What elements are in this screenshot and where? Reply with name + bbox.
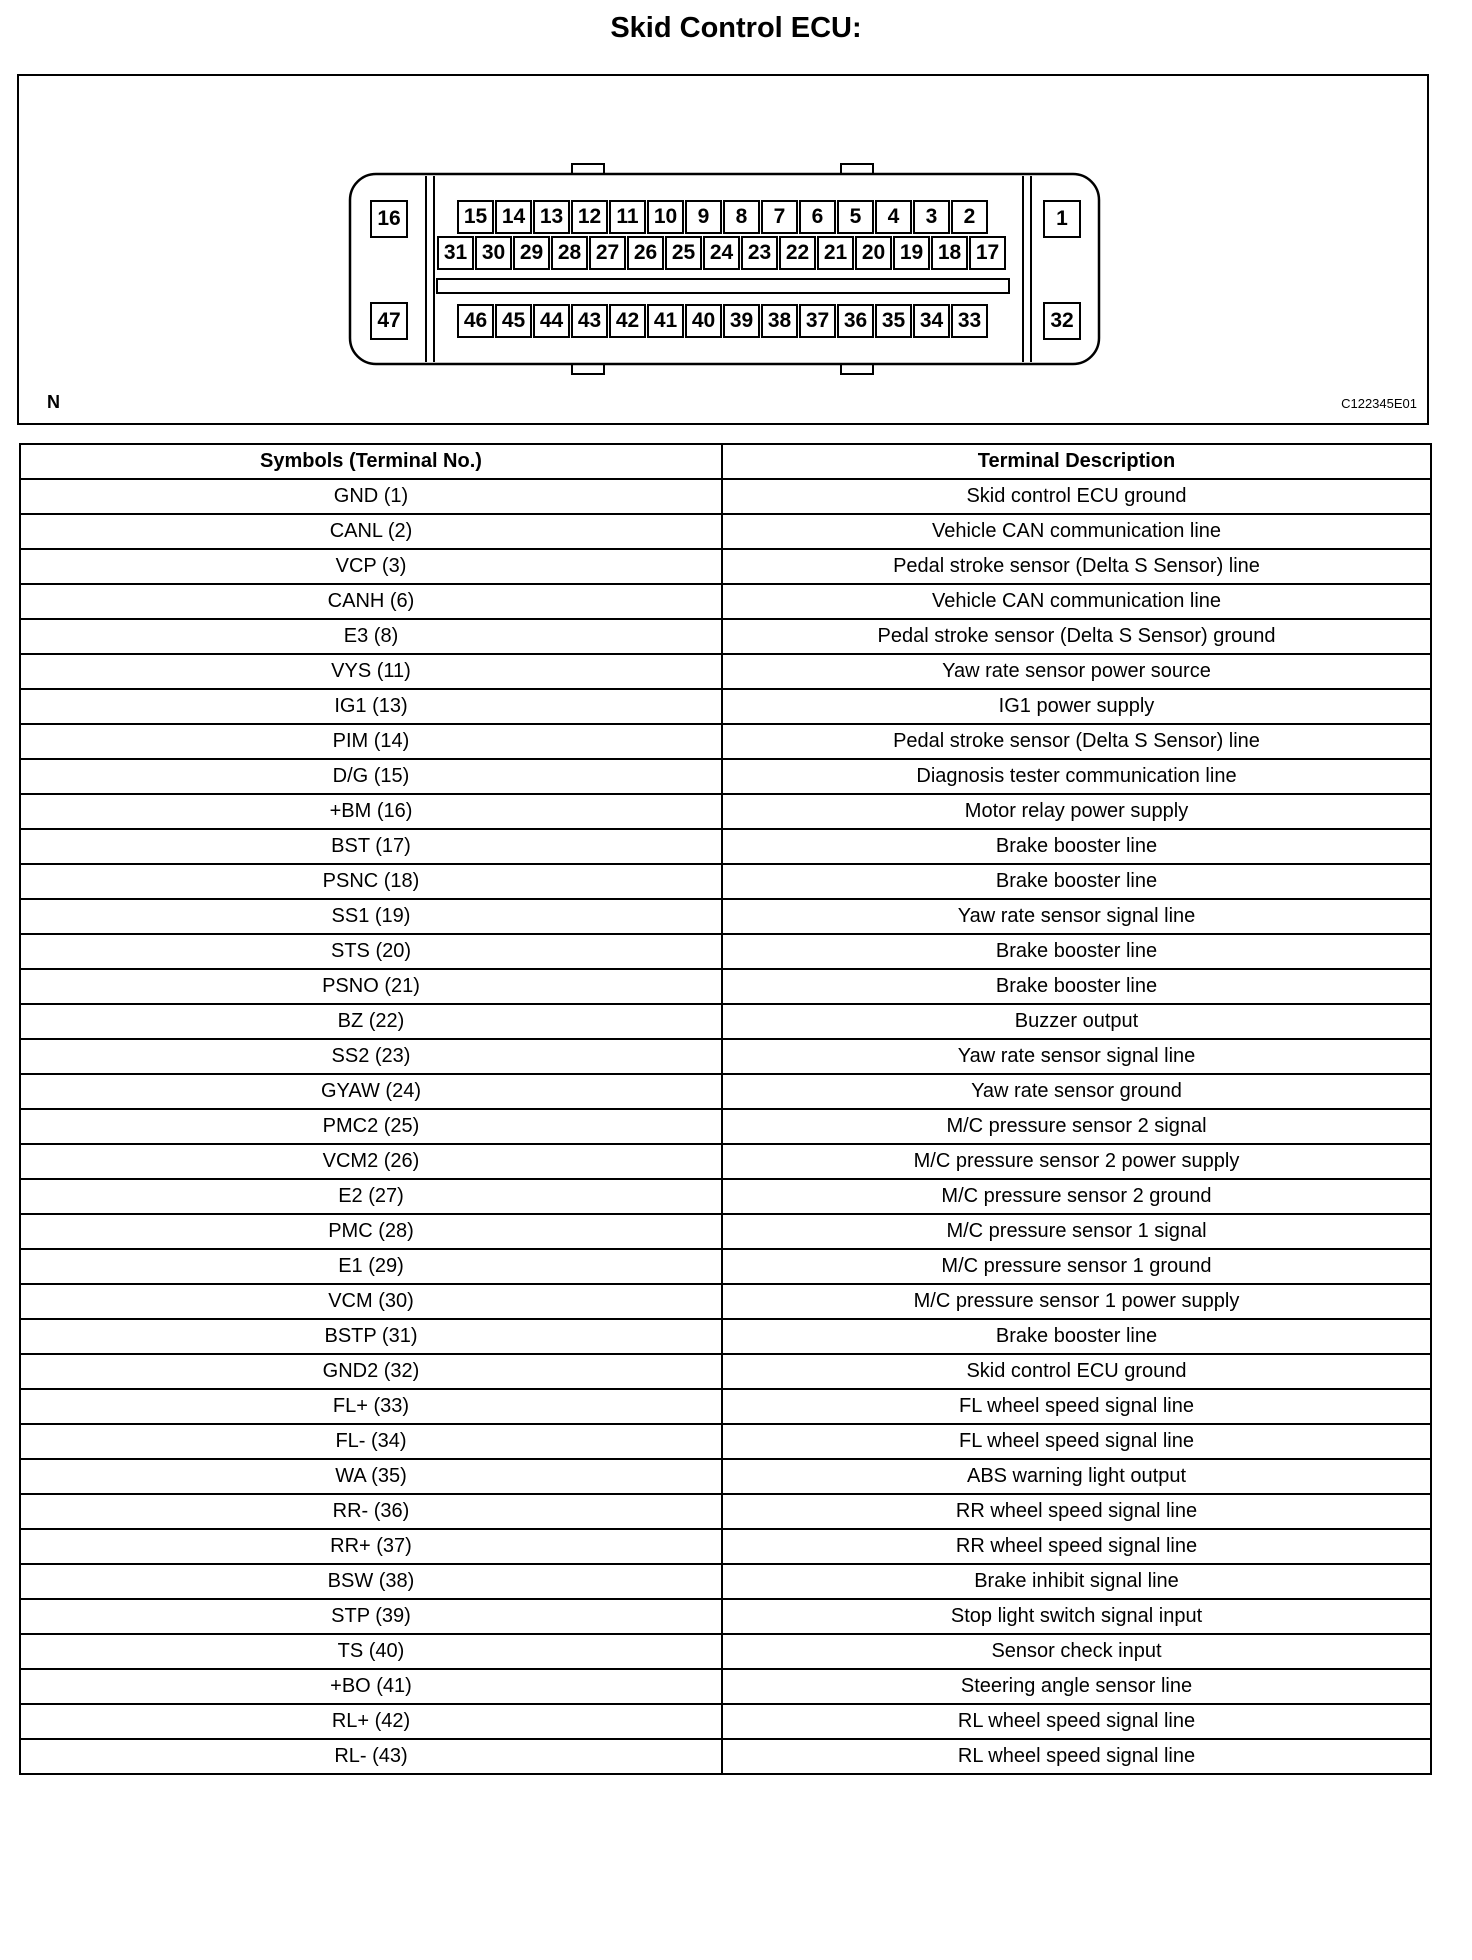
table-row	[20, 724, 1431, 759]
table-row	[20, 619, 1431, 654]
connector-pin: 30	[475, 236, 512, 270]
terminal-description-cell: Yaw rate sensor ground	[722, 1074, 1431, 1109]
table-row	[20, 1669, 1431, 1704]
terminal-description-cell: Yaw rate sensor signal line	[722, 1039, 1431, 1074]
table-row	[20, 829, 1431, 864]
terminal-description-cell: Brake booster line	[722, 864, 1431, 899]
terminal-symbol-cell: PMC (28)	[20, 1214, 722, 1249]
terminal-description-cell: Yaw rate sensor power source	[722, 654, 1431, 689]
terminal-description-cell: Pedal stroke sensor (Delta S Sensor) line	[722, 724, 1431, 759]
terminal-symbol-cell: PSNC (18)	[20, 864, 722, 899]
terminal-description-cell: RR wheel speed signal line	[722, 1529, 1431, 1564]
connector-pin: 19	[893, 236, 930, 270]
terminal-description-cell: M/C pressure sensor 2 signal	[722, 1109, 1431, 1144]
table-row	[20, 1249, 1431, 1284]
connector-pin: 3	[913, 200, 950, 234]
table-row	[20, 1354, 1431, 1389]
terminal-symbol-cell: +BO (41)	[20, 1669, 722, 1704]
table-header-row	[20, 444, 1431, 479]
terminal-symbol-cell: +BM (16)	[20, 794, 722, 829]
connector-pin: 2	[951, 200, 988, 234]
terminal-symbol-cell: STP (39)	[20, 1599, 722, 1634]
terminal-description-cell: FL wheel speed signal line	[722, 1389, 1431, 1424]
connector-pin: 20	[855, 236, 892, 270]
terminal-symbol-cell: FL- (34)	[20, 1424, 722, 1459]
header-description: Terminal Description	[722, 444, 1431, 479]
terminal-symbol-cell: GND2 (32)	[20, 1354, 722, 1389]
pin-32: 32	[1043, 302, 1081, 340]
table-row	[20, 1564, 1431, 1599]
connector-pin: 6	[799, 200, 836, 234]
terminal-symbol-cell: PIM (14)	[20, 724, 722, 759]
terminal-description-cell: Pedal stroke sensor (Delta S Sensor) line	[722, 549, 1431, 584]
connector-pin: 23	[741, 236, 778, 270]
view-letter: N	[47, 392, 60, 412]
figure-code: C122345E01	[1341, 396, 1417, 411]
table-row	[20, 1039, 1431, 1074]
terminal-symbol-cell: FL+ (33)	[20, 1389, 722, 1424]
terminal-description-cell: Brake inhibit signal line	[722, 1564, 1431, 1599]
terminal-description-cell: FL wheel speed signal line	[722, 1424, 1431, 1459]
connector-pin: 28	[551, 236, 588, 270]
terminal-description-cell: Stop light switch signal input	[722, 1599, 1431, 1634]
table-row	[20, 1284, 1431, 1319]
connector-pin: 46	[457, 304, 494, 338]
connector-pin: 15	[457, 200, 494, 234]
pin-1: 1	[1043, 200, 1081, 238]
terminal-symbol-cell: IG1 (13)	[20, 689, 722, 724]
table-row	[20, 969, 1431, 1004]
connector-pin: 5	[837, 200, 874, 234]
connector-pin: 22	[779, 236, 816, 270]
table-row	[20, 1179, 1431, 1214]
terminal-symbol-cell: SS2 (23)	[20, 1039, 722, 1074]
terminal-description-cell: Sensor check input	[722, 1634, 1431, 1669]
terminal-description-cell: M/C pressure sensor 2 ground	[722, 1179, 1431, 1214]
terminal-description-cell: Brake booster line	[722, 969, 1431, 1004]
connector-pin: 7	[761, 200, 798, 234]
terminal-description-cell: M/C pressure sensor 2 power supply	[722, 1144, 1431, 1179]
terminal-table	[19, 443, 1432, 1775]
terminal-description-cell: RL wheel speed signal line	[722, 1739, 1431, 1774]
terminal-symbol-cell: RR+ (37)	[20, 1529, 722, 1564]
terminal-description-cell: M/C pressure sensor 1 power supply	[722, 1284, 1431, 1319]
connector-pin: 41	[647, 304, 684, 338]
terminal-symbol-cell: BZ (22)	[20, 1004, 722, 1039]
terminal-symbol-cell: TS (40)	[20, 1634, 722, 1669]
terminal-symbol-cell: BSW (38)	[20, 1564, 722, 1599]
table-row	[20, 1004, 1431, 1039]
terminal-symbol-cell: BST (17)	[20, 829, 722, 864]
table-row	[20, 689, 1431, 724]
table-row	[20, 549, 1431, 584]
terminal-symbol-cell: VCM2 (26)	[20, 1144, 722, 1179]
table-row	[20, 1389, 1431, 1424]
connector-pin: 29	[513, 236, 550, 270]
table-row	[20, 1319, 1431, 1354]
terminal-description-cell: M/C pressure sensor 1 signal	[722, 1214, 1431, 1249]
connector-pin: 11	[609, 200, 646, 234]
terminal-description-cell: Skid control ECU ground	[722, 479, 1431, 514]
terminal-symbol-cell: GND (1)	[20, 479, 722, 514]
connector-pin: 4	[875, 200, 912, 234]
terminal-symbol-cell: GYAW (24)	[20, 1074, 722, 1109]
connector-pin: 43	[571, 304, 608, 338]
table-row	[20, 1459, 1431, 1494]
table-row	[20, 1074, 1431, 1109]
terminal-description-cell: Pedal stroke sensor (Delta S Sensor) ground	[722, 619, 1431, 654]
terminal-symbol-cell: PMC2 (25)	[20, 1109, 722, 1144]
connector-pin: 9	[685, 200, 722, 234]
table-row	[20, 654, 1431, 689]
connector-pin: 21	[817, 236, 854, 270]
terminal-symbol-cell: RR- (36)	[20, 1494, 722, 1529]
terminal-symbol-cell: VCP (3)	[20, 549, 722, 584]
table-row	[20, 1144, 1431, 1179]
table-row	[20, 1109, 1431, 1144]
table-row	[20, 1214, 1431, 1249]
terminal-symbol-cell: BSTP (31)	[20, 1319, 722, 1354]
connector-pin: 8	[723, 200, 760, 234]
connector-pin: 35	[875, 304, 912, 338]
terminal-symbol-cell: RL+ (42)	[20, 1704, 722, 1739]
terminal-description-cell: Vehicle CAN communication line	[722, 584, 1431, 619]
terminal-symbol-cell: D/G (15)	[20, 759, 722, 794]
pin-47: 47	[370, 302, 408, 340]
page-title: Skid Control ECU:	[610, 12, 862, 44]
terminal-description-cell: RR wheel speed signal line	[722, 1494, 1431, 1529]
connector-pin: 17	[969, 236, 1006, 270]
table-row	[20, 1634, 1431, 1669]
connector-pin: 37	[799, 304, 836, 338]
connector-pin: 31	[437, 236, 474, 270]
terminal-description-cell: M/C pressure sensor 1 ground	[722, 1249, 1431, 1284]
connector-pin: 18	[931, 236, 968, 270]
connector-pin: 42	[609, 304, 646, 338]
terminal-description-cell: IG1 power supply	[722, 689, 1431, 724]
pin-16: 16	[370, 200, 408, 238]
terminal-symbol-cell: STS (20)	[20, 934, 722, 969]
terminal-symbol-cell: VCM (30)	[20, 1284, 722, 1319]
connector-pin: 13	[533, 200, 570, 234]
connector-pin: 33	[951, 304, 988, 338]
connector-pin: 44	[533, 304, 570, 338]
terminal-description-cell: ABS warning light output	[722, 1459, 1431, 1494]
terminal-description-cell: RL wheel speed signal line	[722, 1704, 1431, 1739]
connector-pin: 34	[913, 304, 950, 338]
terminal-description-cell: Motor relay power supply	[722, 794, 1431, 829]
terminal-symbol-cell: E3 (8)	[20, 619, 722, 654]
table-row	[20, 1704, 1431, 1739]
table-body	[20, 479, 1431, 1774]
table-row	[20, 1599, 1431, 1634]
connector-diagram	[17, 74, 1429, 425]
terminal-symbol-cell: RL- (43)	[20, 1739, 722, 1774]
connector-pin: 25	[665, 236, 702, 270]
terminal-symbol-cell: PSNO (21)	[20, 969, 722, 1004]
connector-pin: 38	[761, 304, 798, 338]
terminal-symbol-cell: SS1 (19)	[20, 899, 722, 934]
table-row	[20, 934, 1431, 969]
table-row	[20, 584, 1431, 619]
connector-pin: 10	[647, 200, 684, 234]
terminal-description-cell: Yaw rate sensor signal line	[722, 899, 1431, 934]
terminal-description-cell: Brake booster line	[722, 934, 1431, 969]
terminal-symbol-cell: CANL (2)	[20, 514, 722, 549]
terminal-symbol-cell: CANH (6)	[20, 584, 722, 619]
terminal-description-cell: Brake booster line	[722, 829, 1431, 864]
terminal-description-cell: Vehicle CAN communication line	[722, 514, 1431, 549]
table-row	[20, 1424, 1431, 1459]
connector-pin: 27	[589, 236, 626, 270]
connector-pin: 26	[627, 236, 664, 270]
terminal-symbol-cell: WA (35)	[20, 1459, 722, 1494]
terminal-description-cell: Steering angle sensor line	[722, 1669, 1431, 1704]
terminal-symbol-cell: E1 (29)	[20, 1249, 722, 1284]
table-row	[20, 794, 1431, 829]
connector-pin: 14	[495, 200, 532, 234]
terminal-description-cell: Brake booster line	[722, 1319, 1431, 1354]
connector-pin: 36	[837, 304, 874, 338]
table-row	[20, 479, 1431, 514]
terminal-symbol-cell: E2 (27)	[20, 1179, 722, 1214]
table-row	[20, 899, 1431, 934]
table-row	[20, 759, 1431, 794]
connector-pin: 12	[571, 200, 608, 234]
terminal-description-cell: Buzzer output	[722, 1004, 1431, 1039]
table-row	[20, 1739, 1431, 1774]
table-row	[20, 1529, 1431, 1564]
terminal-description-cell: Diagnosis tester communication line	[722, 759, 1431, 794]
terminal-symbol-cell: VYS (11)	[20, 654, 722, 689]
connector-pin: 40	[685, 304, 722, 338]
connector-pin: 45	[495, 304, 532, 338]
table-row	[20, 514, 1431, 549]
table-row	[20, 1494, 1431, 1529]
terminal-description-cell: Skid control ECU ground	[722, 1354, 1431, 1389]
header-symbols: Symbols (Terminal No.)	[20, 444, 722, 479]
connector-pin: 39	[723, 304, 760, 338]
connector-pin: 24	[703, 236, 740, 270]
table-row	[20, 864, 1431, 899]
